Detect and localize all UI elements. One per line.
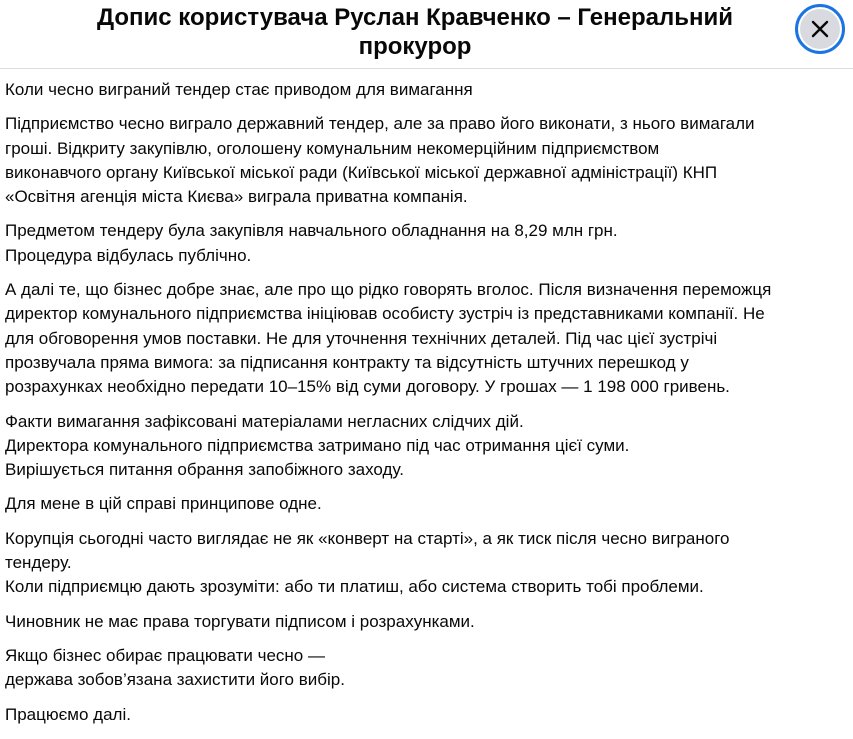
paragraph-line: Директора комунального підприємства затримано під час отримання цієї суми. xyxy=(5,435,630,455)
paragraph-line: Коли чесно виграний тендер стає приводом для вимагання xyxy=(5,80,473,99)
paragraph-line: Якщо бізнес обирає працювати чесно — xyxy=(5,645,325,665)
paragraph-line: Вирішується питання обрання запобіжного заходу. xyxy=(5,460,404,480)
paragraph-line: для обговорення умов поставки. Не для уточнення технічних деталей. Під час цієї зустрічі xyxy=(5,328,718,348)
post-paragraph xyxy=(5,644,850,693)
post-paragraph xyxy=(5,492,850,516)
post-paragraph xyxy=(5,278,850,399)
post-paragraph xyxy=(5,610,850,634)
post-paragraph xyxy=(5,78,850,102)
paragraph-line: Працюємо далі. xyxy=(5,704,131,724)
paragraph-line: виконавчого органу Київської міської ради (Київської міської державної адміністрації) КНП xyxy=(5,162,718,182)
paragraph-line: Факти вимагання зафіксовані матеріалами негласних слідчих дій. xyxy=(5,411,524,431)
title-line: Допис користувача Руслан Кравченко – Генеральний xyxy=(96,4,734,31)
close-button[interactable] xyxy=(795,4,845,54)
paragraph-line: «Освітня агенція міста Києва» виграла приватна компанія. xyxy=(5,187,468,207)
paragraph-line: гроші. Відкриту закупівлю, оголошену комунальним некомерційним підприємством xyxy=(5,138,660,158)
post-paragraph xyxy=(5,410,850,483)
title-line: прокурор xyxy=(358,33,472,60)
post-paragraph xyxy=(5,219,850,268)
paragraph-line: Корупція сьогодні часто виглядає не як «конверт на старті», а як тиск після чесно виграного xyxy=(5,528,730,548)
close-icon xyxy=(810,19,830,39)
paragraph-line: Підприємство чесно виграло державний тендер, але за право його виконати, з нього вимагали xyxy=(5,114,755,134)
paragraph-line: Чиновник не має права торгувати підписом і розрахунками. xyxy=(5,611,475,631)
paragraph-line: держава зобов’язана захистити його вибір. xyxy=(5,670,345,690)
paragraph-line: тендеру. xyxy=(5,553,72,573)
post-body xyxy=(5,78,850,737)
paragraph-line: директор комунального підприємства ініціював особисту зустріч із представниками компанії. Не xyxy=(5,304,765,324)
dialog-header xyxy=(0,0,853,69)
paragraph-line: Предметом тендеру була закупівля навчального обладнання на 8,29 млн грн. xyxy=(5,221,618,241)
paragraph-line: Для мене в цій справі принципове одне. xyxy=(5,494,322,514)
post-paragraph xyxy=(5,112,850,209)
paragraph-line: прозвучала пряма вимога: за підписання контракту та відсутність штучних перешкод у xyxy=(5,352,689,372)
dialog-title xyxy=(40,3,790,61)
paragraph-line: Процедура відбулась публічно. xyxy=(5,245,252,265)
paragraph-line: Коли підприємцю дають зрозуміти: або ти платиш, або система створить тобі проблеми. xyxy=(5,577,704,597)
paragraph-line: А далі те, що бізнес добре знає, але про що рідко говорять вголос. Після визначення переможця xyxy=(5,280,772,300)
post-paragraph xyxy=(5,703,850,727)
post-paragraph xyxy=(5,527,850,600)
paragraph-line: розрахунках необхідно передати 10–15% від суми договору. У грошах — 1 198 000 гривень. xyxy=(5,377,730,397)
